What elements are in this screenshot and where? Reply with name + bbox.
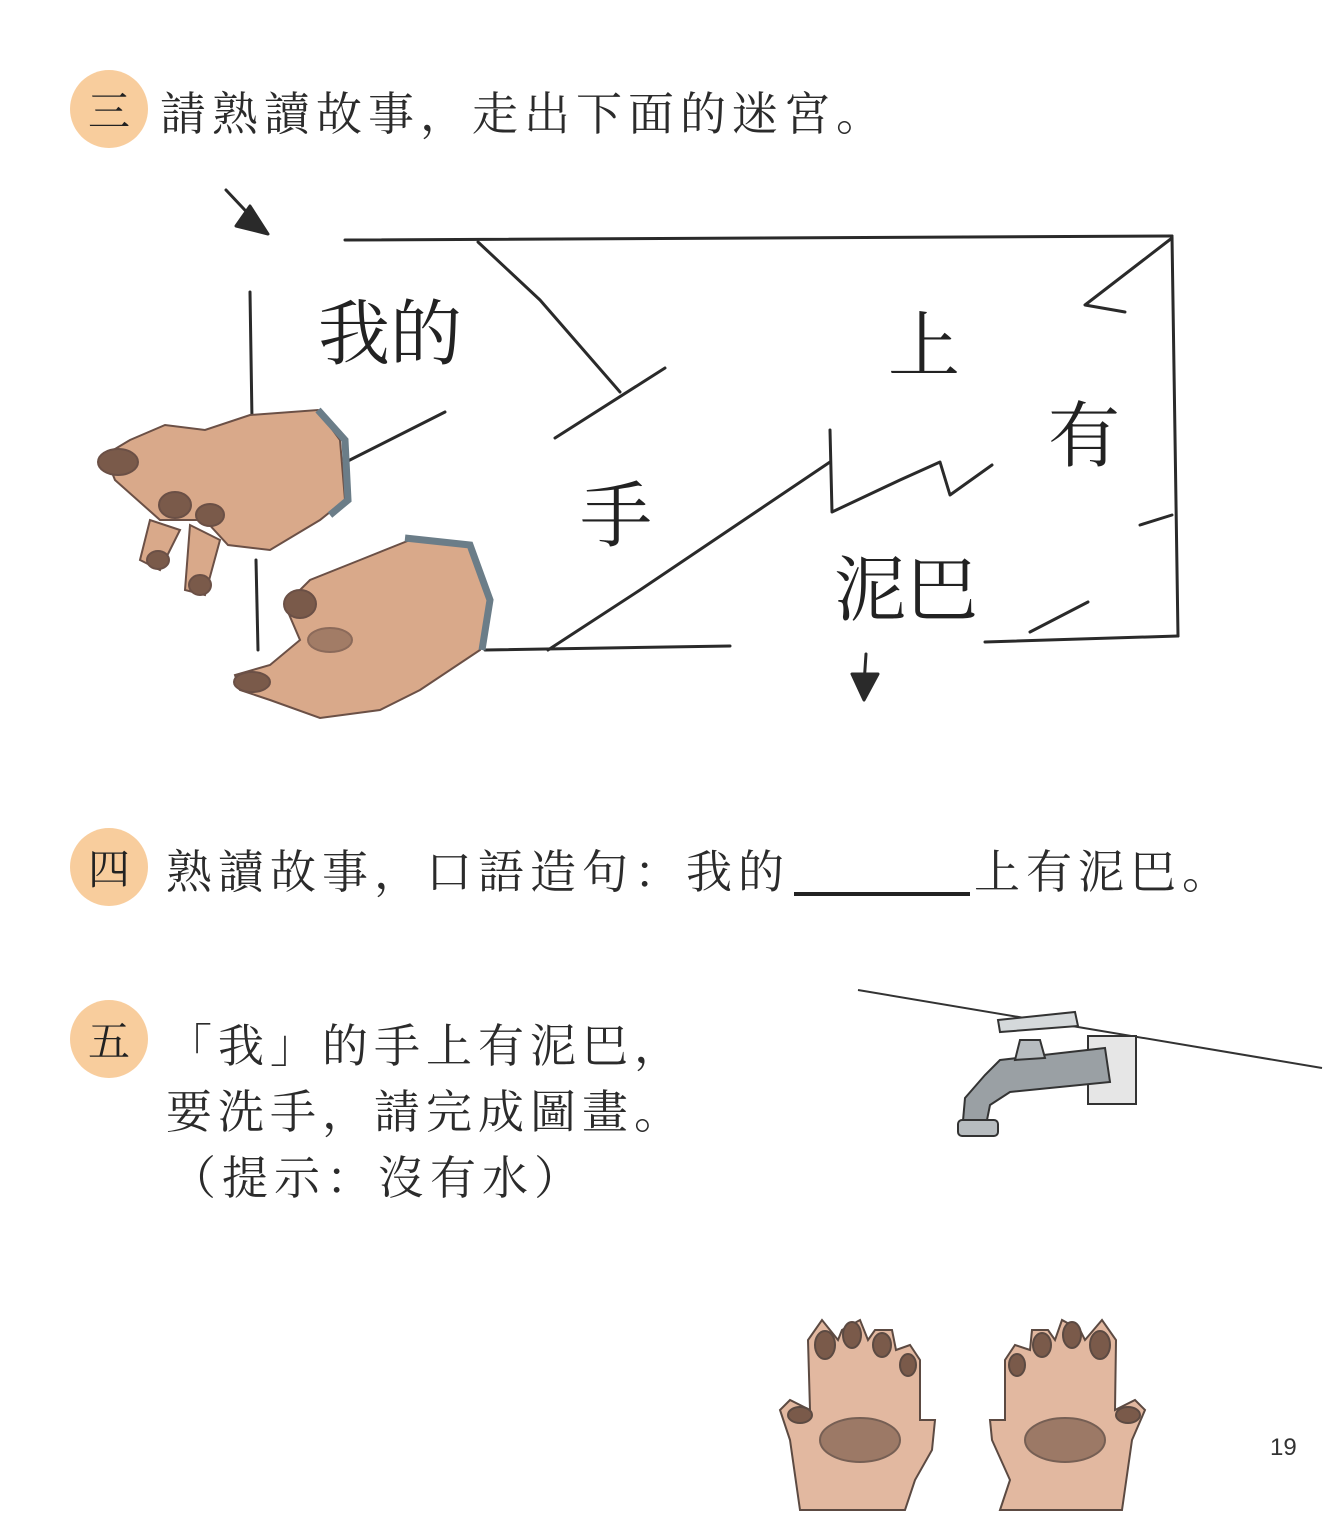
- faucet-wall-plate-icon: [1088, 1036, 1136, 1104]
- section-5-line-3: （提示：沒有水）: [170, 1151, 586, 1205]
- right-palm-icon: [990, 1320, 1145, 1510]
- entry-arrowhead-icon: [236, 206, 268, 234]
- page-number: 19: [1270, 1434, 1297, 1461]
- left-palm-icon: [780, 1320, 935, 1510]
- maze-word-niba: 泥巴: [834, 548, 979, 632]
- section-4-prefix: 熟讀故事，口語造句：我的: [166, 845, 790, 899]
- maze-word-you: 有: [1048, 394, 1121, 478]
- faucet-body-icon: [962, 1048, 1110, 1132]
- maze-word-shou: 手: [580, 474, 653, 558]
- faucet-handle-icon: [998, 1012, 1078, 1032]
- section-3-instruction: 請熟讀故事，走出下面的迷宮。: [160, 87, 888, 141]
- answer-blank-field[interactable]: [794, 848, 970, 896]
- section-5-line-1: 「我」的手上有泥巴，: [166, 1019, 686, 1073]
- section-4-number: 四: [87, 845, 130, 894]
- section-4-suffix: 上有泥巴。: [974, 845, 1234, 899]
- section-5-line-2: 要洗手，請完成圖畫。: [166, 1085, 686, 1139]
- exit-arrowhead-icon: [852, 674, 878, 700]
- section-4-badge: [70, 828, 148, 906]
- maze-word-shang: 上: [888, 304, 961, 388]
- section-3-number: 三: [87, 87, 130, 136]
- section-5-badge: [70, 1000, 148, 1078]
- maze-word-wode: 我的: [318, 292, 463, 376]
- section-4-sentence: [166, 836, 1234, 902]
- dirty-hands-icon: [98, 410, 490, 718]
- section-5-number: 五: [87, 1017, 130, 1066]
